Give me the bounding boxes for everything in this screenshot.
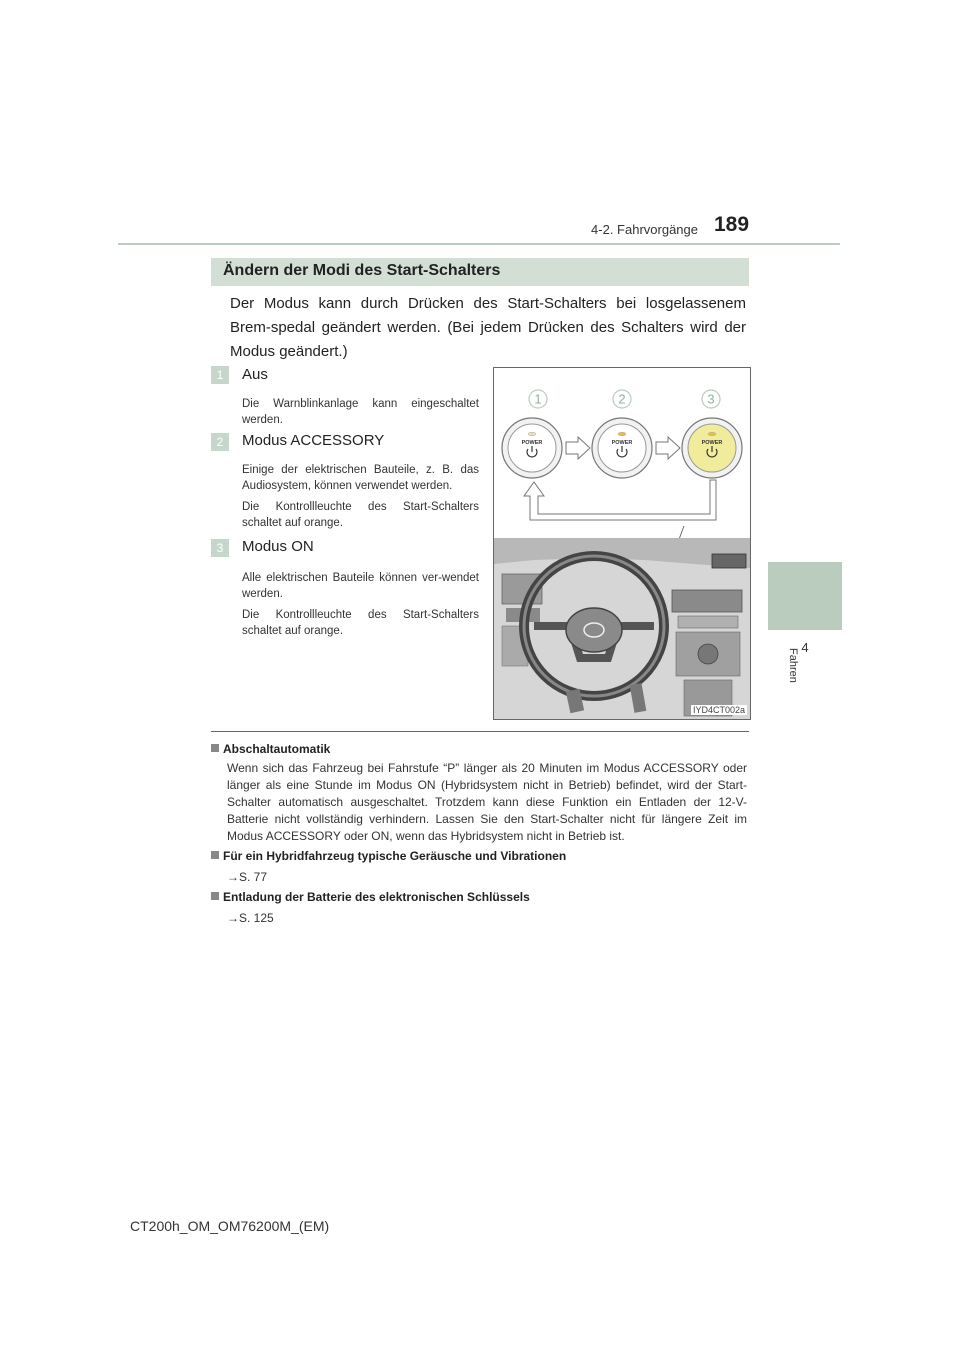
mode-2-desc-2: Die Kontrollleuchte des Start-Schalters schaltet auf orange. xyxy=(242,501,479,529)
note-3-heading-text: Entladung der Batterie des elektronischen Schlüssels xyxy=(223,890,530,904)
note-1-heading xyxy=(211,742,330,756)
mode-1-title: Aus xyxy=(242,366,268,383)
svg-text:3: 3 xyxy=(707,391,715,407)
header-divider xyxy=(118,243,840,245)
document-footer: CT200h_OM_OM76200M_(EM) xyxy=(130,1218,330,1234)
intro-paragraph: Der Modus kann durch Drücken des Start-Schalters bei losgelassenem Brem-spedal geändert werden. (Bei jedem Drücken des Schalters wird der Modus geändert.) xyxy=(230,295,746,360)
figure-code: IYD4CT002a xyxy=(692,705,745,715)
figure-illustration xyxy=(494,368,750,719)
note-3-reference[interactable]: →S. 125 xyxy=(227,911,274,925)
svg-text:1: 1 xyxy=(534,391,542,407)
note-2-heading xyxy=(211,849,566,863)
chapter-tab xyxy=(768,562,842,630)
chapter-label-wrap xyxy=(782,648,822,708)
svg-text:POWER: POWER xyxy=(521,440,543,446)
mode-3-description xyxy=(242,570,479,644)
header-section-title: 4-2. Fahrvorgänge xyxy=(591,222,698,237)
mode-2-number: 2 xyxy=(211,433,229,451)
mode-1-desc-1: Die Warnblinkanlage kann eingeschaltet werden. xyxy=(242,398,479,426)
note-1-body: Wenn sich das Fahrzeug bei Fahrstufe “P” länger als 20 Minuten im Modus ACCESSORY oder länger als eine Stunde im Modus ON (Hybridsystem nicht in Betrieb) befindet, wird der Start-Schalter automatisch ausgeschaltet. Trotzdem kann diese Funktion ein Entladen der 12-V-Batterie nicht vollständig verhindern. Lassen Sie den Start-Schalter nicht für längere Zeit im Modus ACCESSORY oder ON, wenn das Hybridsystem nicht in Betrieb ist. xyxy=(227,761,747,843)
note-2-heading-text: Für ein Hybridfahrzeug typische Geräusche und Vibrationen xyxy=(223,849,567,863)
power-button-2-icon xyxy=(592,418,652,478)
page-number: 189 xyxy=(714,213,750,236)
start-switch-figure xyxy=(493,367,751,720)
dashboard-illustration xyxy=(494,538,750,719)
svg-text:2: 2 xyxy=(618,391,626,407)
mode-2-title: Modus ACCESSORY xyxy=(242,432,385,449)
chapter-number: 4 xyxy=(801,640,809,655)
notes-divider xyxy=(211,731,749,732)
power-button-1-icon xyxy=(502,418,562,478)
mode-3-title: Modus ON xyxy=(242,538,314,555)
power-button-3-icon xyxy=(682,418,742,478)
mode-1-description xyxy=(242,396,479,433)
square-bullet-icon xyxy=(211,892,219,900)
chapter-label: Fahren xyxy=(787,648,799,683)
mode-3-desc-2: Die Kontrollleuchte des Start-Schalters schaltet auf orange. xyxy=(242,609,479,637)
mode-2-desc-1: Einige der elektrischen Bauteile, z. B. das Audiosystem, können verwendet werden. xyxy=(242,464,479,492)
mode-1-number: 1 xyxy=(211,366,229,384)
svg-text:POWER: POWER xyxy=(611,440,633,446)
svg-text:POWER: POWER xyxy=(701,440,723,446)
square-bullet-icon xyxy=(211,744,219,752)
section-title: Ändern der Modi des Start-Schalters xyxy=(223,262,501,279)
note-2-reference[interactable]: →S. 77 xyxy=(227,870,268,884)
mode-2-description xyxy=(242,462,479,536)
square-bullet-icon xyxy=(211,851,219,859)
mode-3-number: 3 xyxy=(211,539,229,557)
note-3-heading xyxy=(211,890,530,904)
note-1-heading-text: Abschaltautomatik xyxy=(223,742,331,756)
mode-3-desc-1: Alle elektrischen Bauteile können ver-wendet werden. xyxy=(242,572,479,600)
